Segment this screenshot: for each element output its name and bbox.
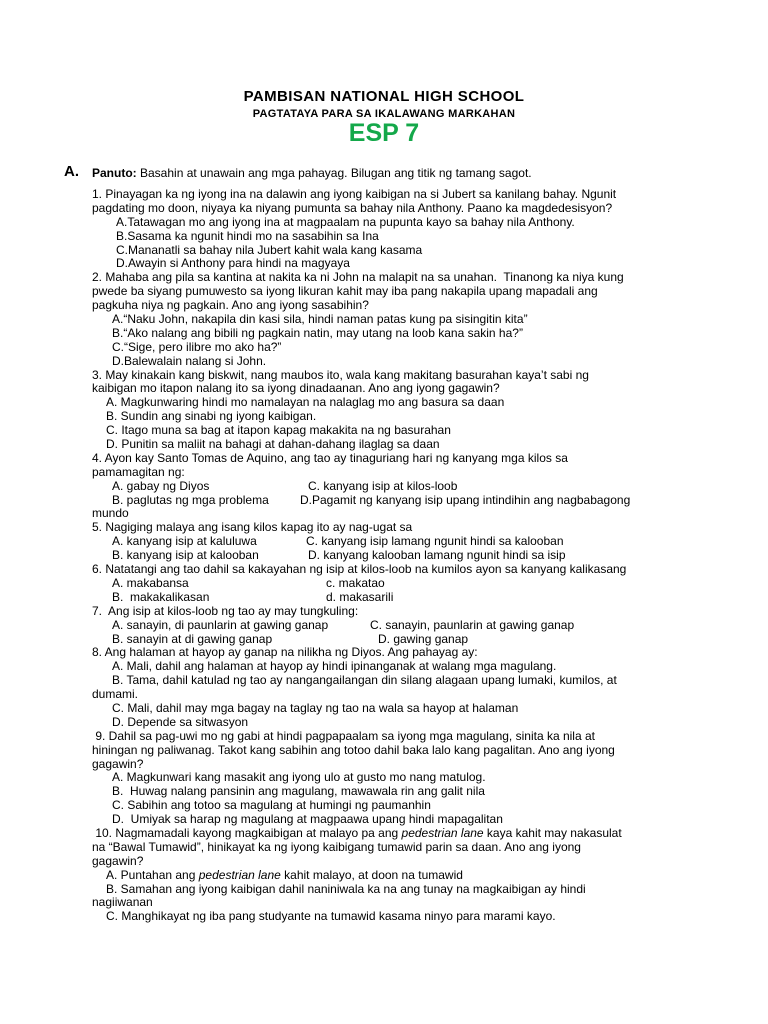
choice-c: C.Mananatli sa bahay nila Jubert kahit wala kang kasama bbox=[116, 242, 423, 257]
choice-c: C. kanyang isip lamang ngunit hindi sa kalooban bbox=[306, 534, 564, 549]
choice-a: A.“Naku John, nakapila din kasi sila, hindi naman patas kung pa sisingitin kita” bbox=[112, 312, 528, 327]
choice-b: B. Huwag nalang pansinin ang magulang, mawawala rin ang galit nila bbox=[112, 784, 485, 799]
instructions bbox=[92, 166, 532, 180]
choice-d: d. makasarili bbox=[326, 589, 394, 604]
choice-a: A. sanayin, di paunlarin at gawing ganap bbox=[112, 617, 329, 632]
choice-d-continued: mundo bbox=[92, 506, 129, 521]
question-list bbox=[92, 188, 712, 924]
choice-a-italic: pedestrian lane bbox=[198, 867, 281, 882]
choice-c: C. Sabihin ang totoo sa magulang at humingi ng paumanhin bbox=[112, 798, 431, 813]
choice-b-continued: nagiiwanan bbox=[92, 895, 153, 910]
question-10-line: na “Bawal Tumawid”, hinikayat ka ng iyong kaibigang tumawid parin sa daan. Ano ang iyong bbox=[92, 839, 581, 854]
subject-title: ESP 7 bbox=[348, 119, 420, 147]
question-10-text: kaya kahit may nakasulat bbox=[483, 825, 622, 840]
question-10-italic: pedestrian lane bbox=[401, 825, 484, 840]
question-7-line: 7. Ang isip at kilos-loob ng tao ay may tungkuling: bbox=[92, 603, 359, 618]
choice-d: D.Pagamit ng kanyang isip upang intindihin ang nagbabagong bbox=[300, 492, 631, 507]
school-name: PAMBISAN NATIONAL HIGH SCHOOL bbox=[243, 88, 525, 105]
choice-row bbox=[92, 633, 712, 647]
question-6-line: 6. Natatangi ang tao dahil sa kakayahan ng isip at kilos-loob na kumilos ayon sa kanyang kalikasang bbox=[92, 562, 627, 577]
question-10-line: gagawin? bbox=[92, 853, 144, 868]
question-9-line: gagawin? bbox=[92, 756, 144, 771]
choice-row bbox=[92, 619, 712, 633]
choice-a-text: kahit malayo, at doon na tumawid bbox=[280, 867, 463, 882]
choice-d: D. gawing ganap bbox=[378, 631, 469, 646]
question-9-line: 9. Dahil sa pag-uwi mo ng gabi at hindi pagpapaalam sa iyong mga magulang, sinita ka nila at bbox=[92, 728, 595, 743]
choice-b: B. sanayin at di gawing ganap bbox=[112, 631, 273, 646]
question-8-line: 8. Ang halaman at hayop ay ganap na nilikha ng Diyos. Ang pahayag ay: bbox=[92, 645, 478, 660]
choice-a: A. Magkunwari kang masakit ang iyong ulo at gusto mo nang matulog. bbox=[112, 770, 486, 785]
question-2-line: pagkuha niya ng pagkain. Ano ang iyong sasabihin? bbox=[92, 298, 369, 313]
choice-b-continued: dumami. bbox=[92, 687, 139, 702]
choice-c: C.“Sige, pero ilibre mo ako ha?” bbox=[112, 339, 282, 354]
choice-d: D. Punitin sa maliit na bahagi at dahan-dahang ilaglag sa daan bbox=[106, 437, 440, 452]
choice-c: c. makatao bbox=[326, 575, 385, 590]
choice-row bbox=[92, 577, 712, 591]
instruction-label: Panuto: bbox=[92, 166, 137, 180]
choice-row bbox=[92, 535, 712, 549]
question-5-line: 5. Nagiging malaya ang isang kilos kapag ito ay nag-ugat sa bbox=[92, 520, 413, 535]
section-letter: A. bbox=[64, 163, 79, 180]
choice-c: C. Itago muna sa bag at itapon kapag makakita na ng basurahan bbox=[106, 423, 451, 438]
question-4-line: pamamagitan ng: bbox=[92, 464, 185, 479]
choice-b: B. kanyang isip at kalooban bbox=[112, 548, 259, 563]
choice-c: C. kanyang isip at kilos-loob bbox=[308, 478, 458, 493]
question-2-line: 2. Mahaba ang pila sa kantina at nakita ka ni John na malapit na sa unahan. Tinanong ka niya kung bbox=[92, 270, 624, 285]
choice-a: A. makabansa bbox=[112, 575, 189, 590]
choice-a-text: A. Puntahan ang bbox=[106, 867, 199, 882]
choice-a: A. kanyang isip at kaluluwa bbox=[112, 534, 257, 549]
choice-b: B. Tama, dahil katulad ng tao ay nangangailangan din silang alagaan upang lumaki, kumilos, at bbox=[112, 673, 617, 688]
question-10-text: 10. Nagmamadali kayong magkaibigan at malayo pa ang bbox=[92, 825, 402, 840]
choice-d: D. Umiyak sa harap ng magulang at magpaawa upang hindi mapagalitan bbox=[112, 812, 503, 827]
choice-d: D.Awayin si Anthony para hindi na magyaya bbox=[116, 256, 350, 271]
instruction-text: Basahin at unawain ang mga pahayag. Bilugan ang titik ng tamang sagot. bbox=[136, 166, 532, 180]
choice-b: B.Sasama ka ngunit hindi mo na sasabihin sa Ina bbox=[116, 228, 379, 243]
choice-d: D. Depende sa sitwasyon bbox=[112, 714, 249, 729]
question-9-line: hiningan ng paliwanag. Takot kang sabihin ang totoo dahil baka lalo kang pagalitan. Ano ang iyong bbox=[92, 742, 615, 757]
choice-c: C. Manghikayat ng iba pang studyante na tumawid kasama ninyo para marami kayo. bbox=[106, 909, 556, 924]
choice-a: A.Tatawagan mo ang iyong ina at magpaalam na pupunta kayo sa bahay nila Anthony. bbox=[116, 214, 575, 229]
choice-row bbox=[92, 591, 712, 605]
question-3-line: 3. May kinakain kang biskwit, nang maubos ito, wala kang makitang basurahan kaya’t sabi ng bbox=[92, 367, 589, 382]
choice-a: A. gabay ng Diyos bbox=[112, 478, 210, 493]
choice-d: D. kanyang kalooban lamang ngunit hindi sa isip bbox=[308, 548, 566, 563]
choice-a: A. Magkunwaring hindi mo namalayan na nalaglag mo ang basura sa daan bbox=[106, 395, 505, 410]
question-3-line: kaibigan mo itapon nalang ito sa iyong dinadaanan. Ano ang iyong gagawin? bbox=[92, 381, 500, 396]
question-1-line: 1. Pinayagan ka ng iyong ina na dalawin ang iyong kaibigan na si Jubert sa kanilang bahay. Ngunit bbox=[92, 187, 617, 201]
choice-c: C. sanayin, paunlarin at gawing ganap bbox=[370, 617, 575, 632]
choice-row bbox=[92, 549, 712, 563]
choice-row bbox=[92, 494, 712, 508]
choice-d: D.Balewalain nalang si John. bbox=[112, 353, 267, 368]
choice-b: B. Sundin ang sinabi ng iyong kaibigan. bbox=[106, 409, 317, 424]
choice-b: B.“Ako nalang ang bibili ng pagkain natin, may utang na loob kana sakin ha?” bbox=[112, 325, 523, 340]
choice-c: C. Mali, dahil may mga bagay na taglay ng tao na wala sa hayop at halaman bbox=[112, 700, 519, 715]
choice-row bbox=[92, 480, 712, 494]
choice-a: A. Mali, dahil ang halaman at hayop ay hindi ipinanganak at walang mga magulang. bbox=[112, 659, 557, 674]
choice-a bbox=[92, 869, 712, 883]
question-4-line: 4. Ayon kay Santo Tomas de Aquino, ang tao ay tinaguriang hari ng kanyang mga kilos sa bbox=[92, 450, 568, 465]
choice-b: B. paglutas ng mga problema bbox=[112, 492, 269, 507]
question-10-line bbox=[92, 827, 712, 841]
question-2-line: pwede ba siyang pumuwesto sa iyong likuran kahit may iba pang nakapila upang mapadali ang bbox=[92, 284, 598, 299]
question-1-line: pagdating mo doon, niyaya ka niyang pumunta sa bahay nila Anthony. Paano ka magdedesisyon? bbox=[92, 200, 613, 215]
choice-b: B. makakalikasan bbox=[112, 589, 210, 604]
choice-b: B. Samahan ang iyong kaibigan dahil naniniwala ka na ang tunay na magkaibigan ay hindi bbox=[106, 881, 586, 896]
exam-subtitle: PAGTATAYA PARA SA IKALAWANG MARKAHAN bbox=[252, 108, 516, 120]
